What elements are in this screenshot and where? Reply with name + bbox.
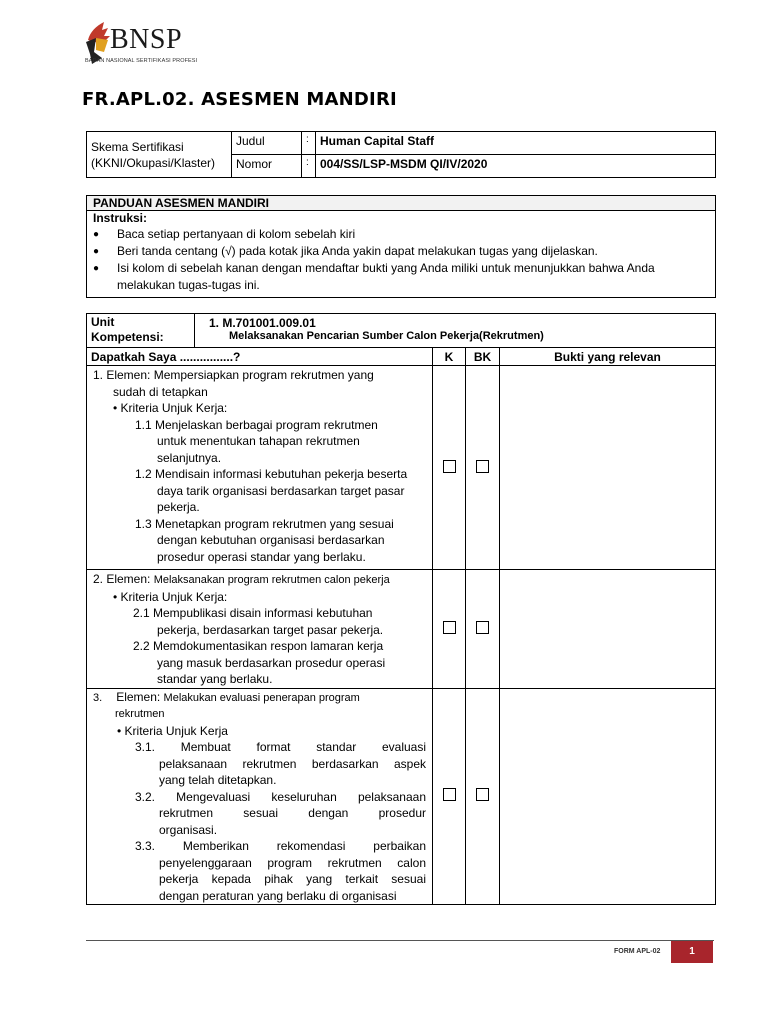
kuk-label: • Kriteria Unjuk Kerja <box>117 723 228 738</box>
unit-label-cell <box>87 314 195 348</box>
bk-checkbox-element-2[interactable] <box>476 621 489 634</box>
page-number: 1 <box>671 941 713 963</box>
nomor-label: Nomor <box>232 155 302 178</box>
schema-label-line1: Skema Sertifikasi <box>91 139 184 154</box>
judul-colon: : <box>302 132 316 155</box>
table-row <box>87 570 716 689</box>
table-row <box>87 688 716 905</box>
bukti-cell-element-2[interactable] <box>500 570 716 689</box>
element-1-cell: 1. Elemen: Mempersiapkan program rekrutmen yang sudah di tetapkan • Kriteria Unjuk Kerja: 1.1 Menjelaskan berbagai program rekrutmen untuk menentukan tahapan rekrutmen selanjutnya. 1.2 Mendisain informasi kebutuhan pekerja beserta daya tarik organisasi berdasarkan target pasar pekerja. 1.3 Menetapkan program rekrutmen yang sesuai dengan kebutuhan organisasi berdasarkan prosedur operasi standar yang berlaku. <box>87 366 433 570</box>
logo-subtitle: BADAN NASIONAL SERTIFIKASI PROFESI <box>85 58 198 64</box>
k-checkbox-element-1[interactable] <box>443 460 456 473</box>
question-header: Dapatkah Saya ................? <box>87 348 433 366</box>
bukti-header: Bukti yang relevan <box>500 348 716 366</box>
footer-divider <box>86 940 714 941</box>
unit-label-line2: Kompetensi: <box>91 330 164 344</box>
unit-label-line1: Unit <box>91 315 115 329</box>
bukti-cell-element-3[interactable] <box>500 688 716 905</box>
judul-label: Judul <box>232 132 302 155</box>
bullet-icon: ● <box>93 263 100 274</box>
bullet-icon: ● <box>93 229 100 240</box>
panduan-box <box>86 195 716 298</box>
unit-title: Melaksanakan Pencarian Sumber Calon Pekerja(Rekrutmen) <box>229 330 544 342</box>
logo-text: BNSP <box>110 24 183 55</box>
bullet-icon: ● <box>93 246 100 257</box>
judul-value: Human Capital Staff <box>316 132 716 155</box>
nomor-colon: : <box>302 155 316 178</box>
k-checkbox-element-3[interactable] <box>443 788 456 801</box>
document-title: FR.APL.02. ASESMEN MANDIRI <box>82 89 397 110</box>
bk-header: BK <box>466 348 500 366</box>
instruksi-label: Instruksi: <box>93 211 148 225</box>
schema-label-cell <box>87 132 232 178</box>
kuk-label: • Kriteria Unjuk Kerja: <box>113 401 228 415</box>
kuk-label: • Kriteria Unjuk Kerja: <box>113 589 228 604</box>
form-label: FORM APL-02 <box>614 948 661 955</box>
instruction-item: ● Isi kolom di sebelah kanan dengan mendaftar bukti yang Anda miliki untuk menunjukkan bahwa Anda <box>93 261 655 275</box>
assessment-table <box>86 313 716 905</box>
bk-checkbox-element-3[interactable] <box>476 788 489 801</box>
schema-label-line2: (KKNI/Okupasi/Klaster) <box>91 155 216 170</box>
unit-detail-cell <box>195 314 716 348</box>
instruction-item-continued: melakukan tugas-tugas ini. <box>117 278 260 292</box>
instruction-item: ● Baca setiap pertanyaan di kolom sebelah kiri <box>93 227 356 241</box>
k-header: K <box>433 348 466 366</box>
unit-number: 1. M.701001.009.01 <box>209 316 316 330</box>
instruction-item: ● Beri tanda centang (√) pada kotak jika Anda yakin dapat melakukan tugas yang dijelaskan. <box>93 244 598 258</box>
table-row <box>87 366 716 570</box>
schema-table <box>86 131 716 178</box>
element-2-cell: 2. Elemen: Melaksanakan program rekrutmen calon pekerja • Kriteria Unjuk Kerja: 2.1 Mempublikasi disain informasi kebutuhan pekerja, berdasarkan target pasar pekerja. 2.2 Memdokumentasikan respon lamaran kerja yang masuk berdasarkan prosedur operasi standar yang berlaku. <box>87 570 433 689</box>
panduan-heading: PANDUAN ASESMEN MANDIRI <box>87 196 715 211</box>
bk-checkbox-element-1[interactable] <box>476 460 489 473</box>
element-3-cell: 3. Elemen: Melakukan evaluasi penerapan program rekrutmen • Kriteria Unjuk Kerja 3.1. Membuat format standar evaluasi pelaksanaan rekrutmen berdasarkan aspek yang telah ditetapkan. 3.2. Mengevaluasi keseluruhan pelaksanaan rekrutmen sesuai dengan prosedur organisasi. 3.3. Memberikan rekomendasi perbaikan penyelenggaraan program rekrutmen calon pekerja kepada pihak yang terkait sesuai dengan peraturan yang berlaku di organisasi <box>87 688 433 905</box>
k-checkbox-element-2[interactable] <box>443 621 456 634</box>
instruction-list <box>87 226 715 294</box>
bukti-cell-element-1[interactable] <box>500 366 716 570</box>
nomor-value: 004/SS/LSP-MSDM QI/IV/2020 <box>316 155 716 178</box>
